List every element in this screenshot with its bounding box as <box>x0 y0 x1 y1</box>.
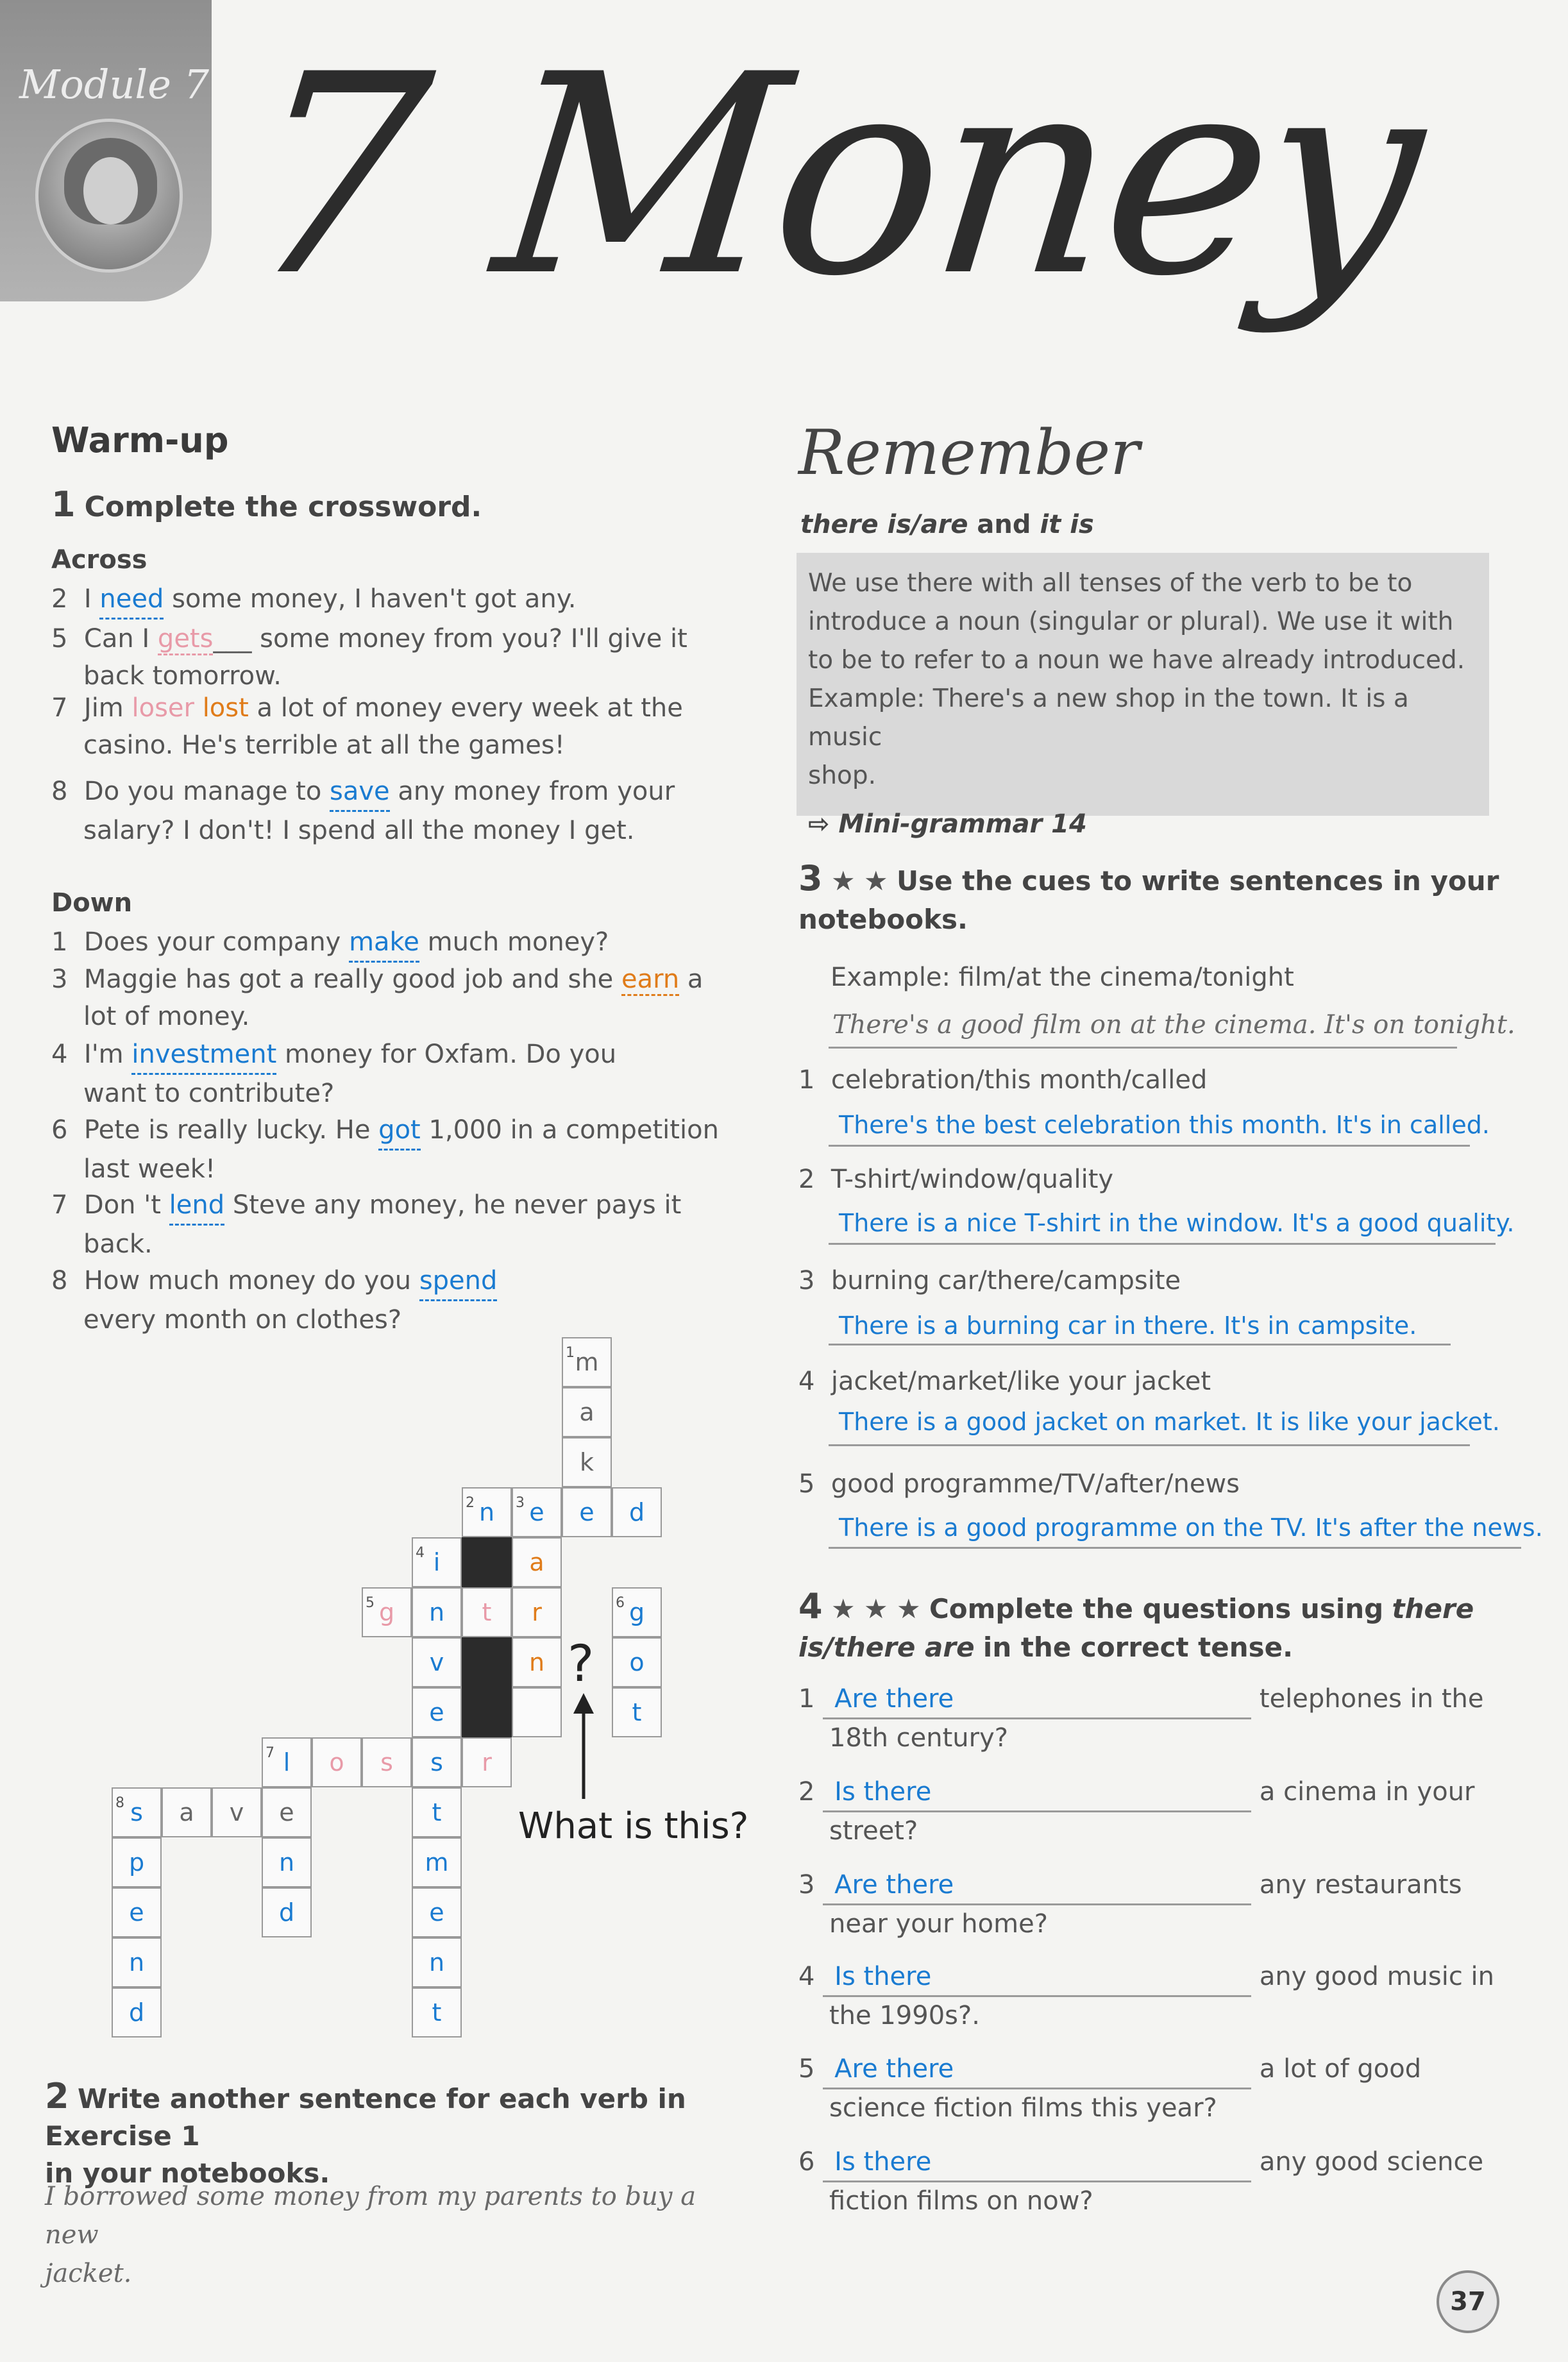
crossword-cell[interactable]: e <box>412 1687 462 1737</box>
crossword-cell[interactable]: n <box>262 1837 312 1887</box>
crossword-cell[interactable]: e <box>112 1887 162 1937</box>
crossword-cell[interactable]: 1 m <box>562 1337 612 1387</box>
crossword-cell[interactable]: d <box>262 1887 312 1937</box>
crossword-cell[interactable]: e <box>262 1787 312 1837</box>
down-clue-7: 7 Don 't lend Steve any money, he never pays it back. <box>51 1186 757 1263</box>
crossword-cell[interactable]: 8 s <box>112 1787 162 1837</box>
remember-subtitle: there is/are and it is <box>800 510 1094 539</box>
ex4-item-4: 4 Is there any good music in the 1990s?. <box>798 1958 1536 2034</box>
crossword-cell[interactable]: e <box>412 1887 462 1937</box>
ex2-heading: 2 Write another sentence for each verb in Exercise 1 in your notebooks. <box>45 2076 686 2189</box>
remember-box <box>797 553 1489 839</box>
page-title: 7 Money <box>233 16 1431 337</box>
crossword-cell[interactable]: r <box>462 1737 512 1787</box>
crossword-cell[interactable]: n <box>412 1937 462 1987</box>
ex3-item-5: 5 good programme/TV/after/news <box>798 1469 1240 1499</box>
crossword-cell[interactable]: r <box>512 1587 562 1637</box>
mini-grammar-link[interactable]: ⇨ Mini-grammar 14 <box>808 809 1087 839</box>
crossword-cell[interactable]: t <box>412 1787 462 1837</box>
ex4-item-6: 6 Is there any good science fiction films on now? <box>798 2143 1536 2220</box>
down-clue-3: 3 Maggie has got a really good job and she earn a lot of money. <box>51 965 704 1031</box>
ex4-item-2: 2 Is there a cinema in your street? <box>798 1773 1536 1850</box>
ex3-example-answer: There's a good film on at the cinema. It's on tonight. <box>832 1010 1515 1040</box>
remember-line: Example: There's a new shop in the town. It is a music <box>808 684 1409 752</box>
crossword-cell[interactable]: v <box>212 1787 262 1837</box>
ex2-example: I borrowed some money from my parents to buy a new jacket. <box>45 2182 696 2288</box>
crossword-cell[interactable]: t <box>412 1987 462 2037</box>
crossword-cell[interactable]: a <box>162 1787 212 1837</box>
ex3-answer-4[interactable]: There is a good jacket on market. It is like your jacket. <box>839 1408 1500 1436</box>
ex3-answer-3[interactable]: There is a burning car in there. It's in campsite. <box>839 1312 1417 1340</box>
ex3-answer-1[interactable]: There's the best celebration this month. It's in called. <box>839 1111 1490 1139</box>
crossword-cell[interactable]: v <box>412 1637 462 1687</box>
down-clue-1: 1 Does your company make much money? <box>51 924 757 963</box>
remember-line: We use there with all tenses of the verb to be to <box>808 569 1413 598</box>
ex3-item-4: 4 jacket/market/like your jacket <box>798 1367 1211 1396</box>
across-clue-2: 2 I need some money, I haven't got any. <box>51 580 744 620</box>
crossword-cell[interactable]: 2 n <box>462 1487 512 1537</box>
module-label: Module 7 <box>19 61 210 108</box>
crossword-cell[interactable]: e <box>562 1487 612 1537</box>
ex3-answer-2[interactable]: There is a nice T-shirt in the window. It's a good quality. <box>839 1209 1515 1237</box>
crossword-cell[interactable]: a <box>562 1387 612 1437</box>
crossword-cell[interactable]: n <box>412 1587 462 1637</box>
crossword-cell[interactable]: t <box>612 1687 662 1737</box>
across-clue-5: 5 Can I gets___ some money from you? I'll give it back tomorrow. <box>51 624 687 691</box>
crossword-cell[interactable]: 4 i <box>412 1537 462 1587</box>
crossword-black-cell <box>462 1537 512 1587</box>
crossword-cell[interactable]: 6 g <box>612 1587 662 1637</box>
remember-line: introduce a noun (singular or plural). We use it with <box>808 607 1454 636</box>
ex4-item-5: 5 Are there a lot of good science fiction films this year? <box>798 2050 1536 2127</box>
down-heading: Down <box>51 888 133 918</box>
arrow-right-icon: ⇨ <box>808 809 830 839</box>
ex4-item-3: 3 Are there any restaurants near your home? <box>798 1866 1536 1943</box>
ex3-item-3: 3 burning car/there/campsite <box>798 1266 1181 1295</box>
crossword-cell[interactable]: o <box>312 1737 362 1787</box>
module-tab <box>0 0 212 301</box>
ex3-heading: 3 ★ ★ Use the cues to write sentences in your notebooks. <box>798 858 1499 935</box>
crossword-cell[interactable]: m <box>412 1837 462 1887</box>
crossword-cell[interactable]: t <box>462 1587 512 1637</box>
ex4-item-1: 1 Are there telephones in the 18th century? <box>798 1680 1536 1757</box>
author-photo <box>35 119 183 273</box>
crossword-cell[interactable]: d <box>612 1487 662 1537</box>
ex3-item-2: 2 T-shirt/window/quality <box>798 1165 1114 1194</box>
crossword-cell[interactable]: n <box>112 1937 162 1987</box>
ex3-example-cue: Example: film/at the cinema/tonight <box>830 963 1294 992</box>
ex3-answer-5[interactable]: There is a good programme on the TV. It's after the news. <box>839 1514 1543 1542</box>
across-clue-7: 7 Jim loser lost a lot of money every week at the casino. He's terrible at all the games! <box>51 693 683 760</box>
crossword-cell[interactable]: 5 g <box>362 1587 412 1637</box>
question-mark: ? <box>568 1635 594 1693</box>
down-clue-8: 8 How much money do you spend every month on clothes? <box>51 1262 757 1338</box>
crossword-cell[interactable]: d <box>112 1987 162 2037</box>
ex4-heading: 4 ★ ★ ★ Complete the questions using there is/there are in the correct tense. <box>798 1586 1474 1663</box>
across-clue-8: 8 Do you manage to save any money from your salary? I don't! I spend all the money I get. <box>51 773 744 849</box>
ex3-item-1: 1 celebration/this month/called <box>798 1065 1208 1095</box>
down-clue-6: 6 Pete is really lucky. He got 1,000 in a competition last week! <box>51 1111 757 1188</box>
annotation-text: What is this? <box>518 1805 749 1847</box>
crossword-cell[interactable]: n <box>512 1637 562 1687</box>
remember-line: shop. <box>808 761 877 790</box>
crossword-cell[interactable]: k <box>562 1437 612 1487</box>
arrow-up-icon <box>564 1693 603 1802</box>
remember-title: Remember <box>798 417 1140 489</box>
crossword-cell[interactable] <box>512 1687 562 1737</box>
crossword-cell[interactable]: a <box>512 1537 562 1587</box>
crossword-cell[interactable]: 3 e <box>512 1487 562 1537</box>
ex1-heading: 1 Complete the crossword. <box>51 484 482 525</box>
crossword-cell[interactable]: o <box>612 1637 662 1687</box>
crossword-cell[interactable]: s <box>412 1737 462 1787</box>
down-clue-4: 4 I'm investment money for Oxfam. Do you want to contribute? <box>51 1036 757 1112</box>
crossword-black-cell <box>462 1687 512 1737</box>
warmup-heading: Warm-up <box>51 420 229 460</box>
page-number: 37 <box>1437 2270 1499 2333</box>
remember-line: to be to refer to a noun we have already introduced. <box>808 646 1465 675</box>
crossword-cell[interactable]: s <box>362 1737 412 1787</box>
crossword-cell[interactable]: p <box>112 1837 162 1887</box>
crossword-cell[interactable]: 7 l <box>262 1737 312 1787</box>
across-heading: Across <box>51 545 148 575</box>
crossword-black-cell <box>462 1637 512 1687</box>
